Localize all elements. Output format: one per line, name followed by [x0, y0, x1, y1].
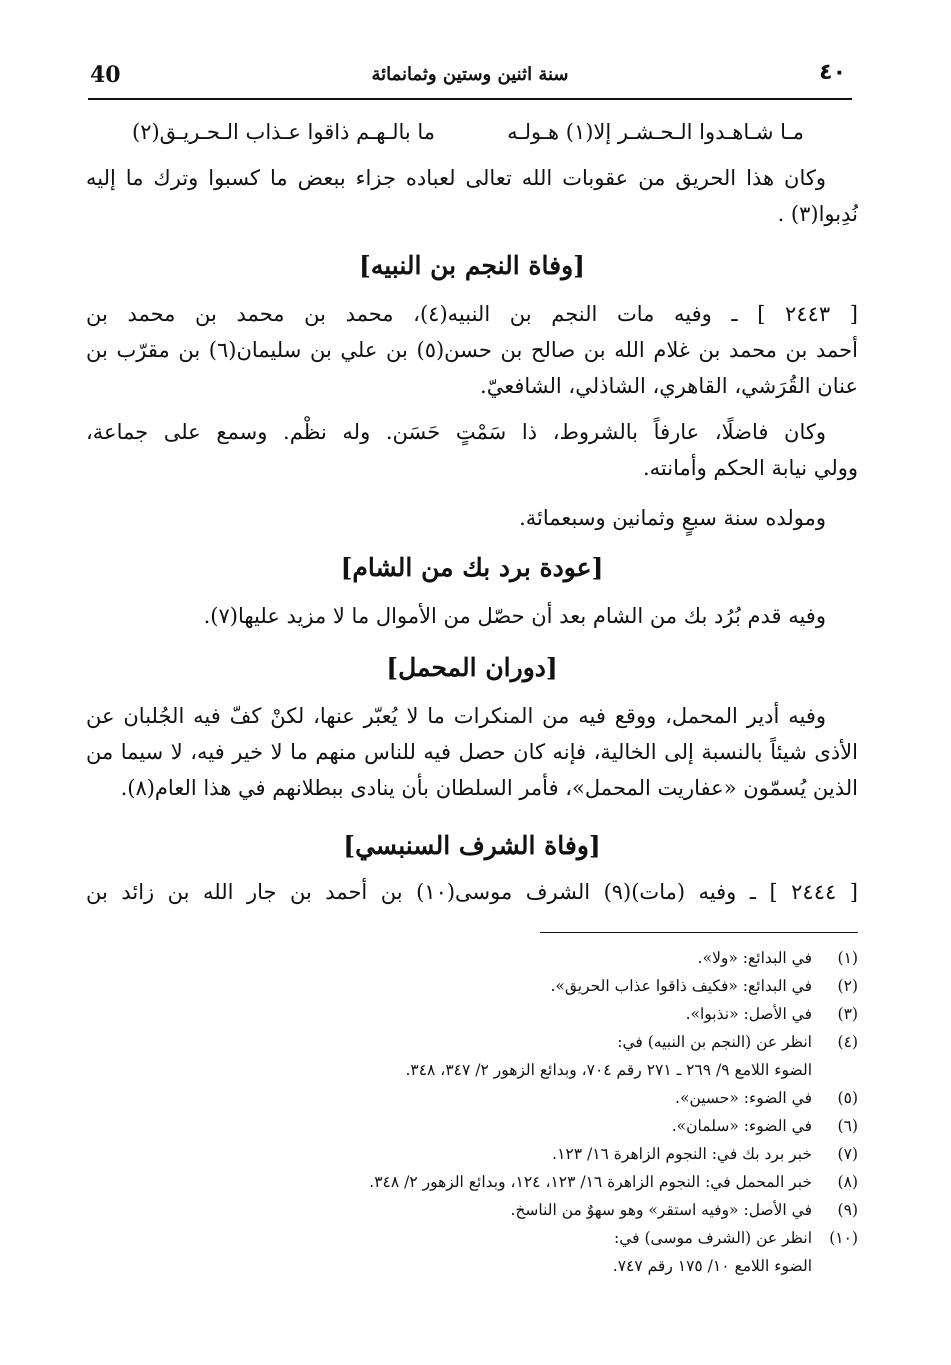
paragraph-line: عنان القُرَشي، القاهري، الشاذلي، الشافعيّ.	[480, 374, 858, 398]
poem-left-hemistich: ما بالـهـم ذاقوا عـذاب الـحـريـق(٢)	[132, 120, 436, 144]
footnote-continuation: الضوء اللامع ١٠/ ١٧٥ رقم ٧٤٧.	[612, 1257, 812, 1275]
poem-right-hemistich: مـا شـاهـدوا الـحـشـر إلا(١) هـولـه	[507, 120, 804, 144]
paragraph-line: [ ٢٤٤٤ ] ـ وفيه (مات)(٩) الشرف موسى(١٠) بن أحمد بن جار الله بن زائد بن	[86, 880, 858, 904]
footnote-number: (٦)	[837, 1117, 858, 1135]
paragraph-line: [ ٢٤٤٣ ] ـ وفيه مات النجم بن النبيه(٤)، محمد بن محمد بن محمد بن	[86, 302, 858, 326]
section-paragraph	[86, 414, 858, 486]
footnote-continuation: الضوء اللامع ٩/ ٢٦٩ ـ ٢٧١ رقم ٧٠٤، وبدائع الزهور ٢/ ٣٤٧، ٣٤٨.	[405, 1061, 812, 1079]
footnote-number: (١٠)	[829, 1229, 858, 1247]
footnote-text: انظر عن (الشرف موسى) في:	[614, 1229, 812, 1247]
footnote-text: انظر عن (النجم بن النبيه) في:	[617, 1033, 812, 1051]
paragraph-line: وفيه أدير المحمل، ووقع فيه من المنكرات ما لا يُعبّر عنها، لكنْ كفّ فيه الجُلبان عن	[86, 704, 826, 728]
footnote-text: في الضوء: «حسين».	[675, 1089, 812, 1107]
page-number-arabic: ٤٠	[819, 60, 846, 85]
paragraph-line: وولي نيابة الحكم وأمانته.	[643, 456, 858, 480]
paragraph-line: الأذى شيئاً بالنسبة إلى الخالية، فإنه كان حصل فيه للناس منهم ما لا خير فيه، لا سيما من	[86, 740, 858, 764]
footnote-number: (٢)	[837, 977, 858, 995]
footnote-text: في الأصل: «وفيه استقر» وهو سهوٌ من الناسخ.	[510, 1201, 812, 1219]
paragraph-line: وفيه قدم بُرُد بك من الشام بعد أن حصّل من الأموال ما لا مزيد عليها(٧).	[203, 604, 826, 628]
section-paragraph	[86, 698, 858, 806]
section-paragraph	[86, 296, 858, 404]
footnote-text: في الأصل: «نذبوا».	[685, 1005, 812, 1023]
footnote-number: (٧)	[837, 1145, 858, 1163]
page-header	[88, 58, 852, 100]
paragraph-line: وكان هذا الحريق من عقوبات الله تعالى لعباده جزاء ببعض ما كسبوا وترك ما إليه	[86, 166, 826, 190]
footnote-text: في البدائع: «فكيف ذاقوا عذاب الحريق».	[550, 977, 812, 995]
running-title: سنة اثنين وستين وثمانمائة	[371, 64, 569, 85]
paragraph-line: وكان فاضلًا، عارفاً بالشروط، ذا سَمْتٍ حَسَن. وله نظْم. وسمع على جماعة،	[86, 420, 826, 444]
footnote-text: خبر المحمل في: النجوم الزاهرة ١٦/ ١٢٣، ١٢٤، وبدائع الزهور ٢/ ٣٤٨.	[369, 1173, 812, 1191]
section-paragraph	[86, 598, 858, 634]
footnote-number: (٩)	[837, 1201, 858, 1219]
section-paragraph	[86, 874, 858, 910]
footnote-number: (٣)	[837, 1005, 858, 1023]
footnote-number: (٨)	[837, 1173, 858, 1191]
page-number-latin: 40	[90, 62, 121, 88]
section-paragraph	[86, 500, 858, 536]
footnote-text: في البدائع: «ولا».	[697, 949, 812, 967]
footnote-text: في الضوء: «سلمان».	[671, 1117, 812, 1135]
section-heading: [دوران المحمل]	[386, 653, 558, 682]
paragraph-line: أحمد بن محمد بن غلام الله بن صالح بن حسن(٥) بن علي بن سليمان(٦) بن مقرّب بن	[86, 338, 858, 362]
paragraph-line: ومولده سنة سبعٍ وثمانين وسبعمائة.	[519, 506, 826, 530]
footnote	[200, 944, 858, 1280]
section-heading: [عودة برد بك من الشام]	[340, 553, 604, 582]
intro-paragraph	[86, 160, 858, 232]
paragraph-line: نُدِبوا(٣) .	[777, 202, 858, 226]
section-heading: [وفاة الشرف السنبسي]	[343, 831, 601, 860]
footnote-number: (٥)	[837, 1089, 858, 1107]
poem-verse	[86, 112, 858, 152]
section-heading: [وفاة النجم بن النبيه]	[359, 251, 585, 280]
footnote-text: خبر برد بك في: النجوم الزاهرة ١٦/ ١٢٣.	[552, 1145, 812, 1163]
footnote-number: (٤)	[837, 1033, 858, 1051]
paragraph-line: الذين يُسمّون «عفاريت المحمل»، فأمر السلطان بأن ينادى ببطلانهم في هذا العام(٨).	[120, 776, 858, 800]
footnote-separator	[540, 932, 858, 933]
footnote-number: (١)	[837, 949, 858, 967]
